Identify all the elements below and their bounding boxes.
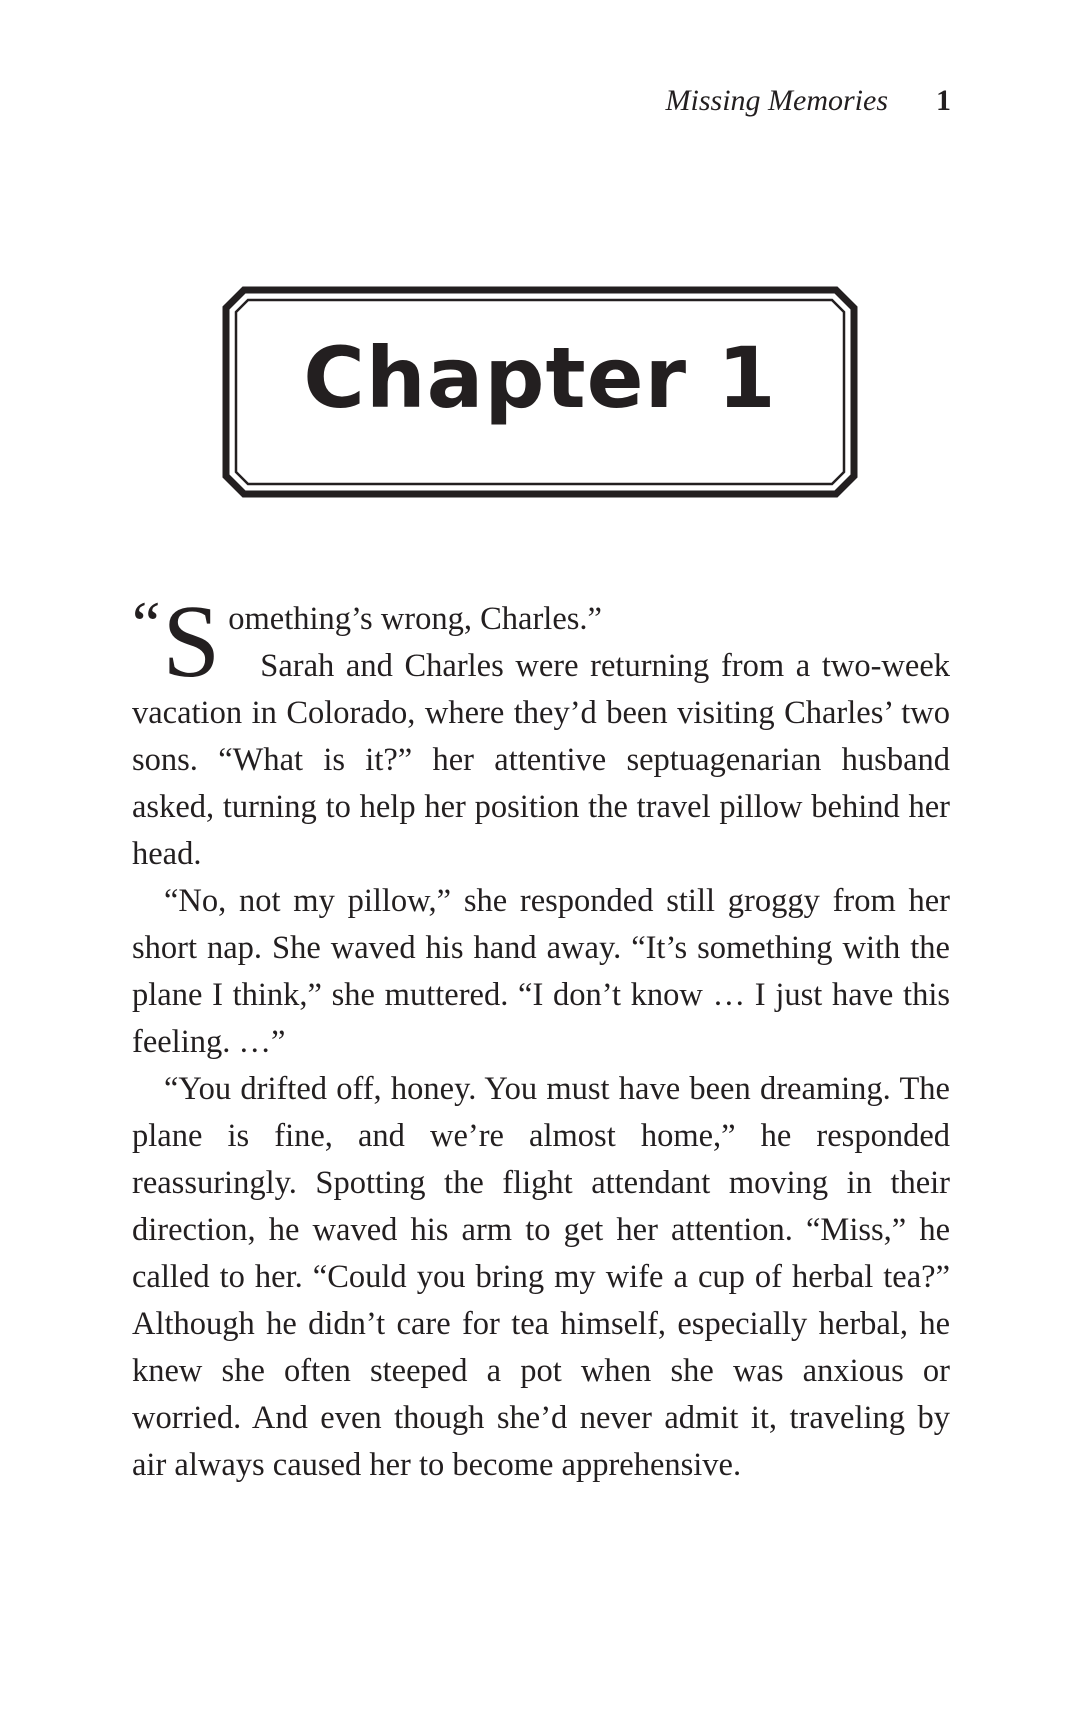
- page-number: 1: [936, 84, 951, 117]
- paragraph-1-text: omething’s wrong, Charles.”: [228, 601, 602, 637]
- drop-cap: S: [162, 584, 221, 699]
- paragraph-4: “You drifted off, honey. You must have been dreaming. The plane is fine, and we’re almost home,” he responded reassuringly. Spotting the flight attendant moving in their direction, he waved his arm to get her attention. “Miss,” he called to her. “Could you bring my wife a cup of herbal tea?” Although he didn’t care for tea himself, especially herbal, he knew she often steeped a pot when she was anxious or worried. And even though she’d never admit it, traveling by air always caused her to become apprehensive.: [132, 1071, 950, 1483]
- paragraph-2: Sarah and Charles were returning from a two-week vacation in Colorado, where they’d been visiting Charles’ two sons. “What is it?” her attentive septuagenarian husband asked, turning to help her position the travel pillow behind her head.: [132, 648, 950, 872]
- paragraph-1: [132, 584, 950, 699]
- chapter-title: Chapter 1: [303, 329, 777, 427]
- running-title: Missing Memories: [665, 84, 888, 117]
- paragraph-3: “No, not my pillow,” she responded still groggy from her short nap. She waved his hand away. “It’s something with the plane I think,” she muttered. “I don’t know … I just have this feeling. …”: [132, 883, 950, 1060]
- opening-quote-mark: “: [132, 588, 161, 659]
- chapter-body: [132, 584, 950, 1489]
- running-head: [666, 84, 951, 118]
- chapter-heading-frame: [222, 286, 858, 498]
